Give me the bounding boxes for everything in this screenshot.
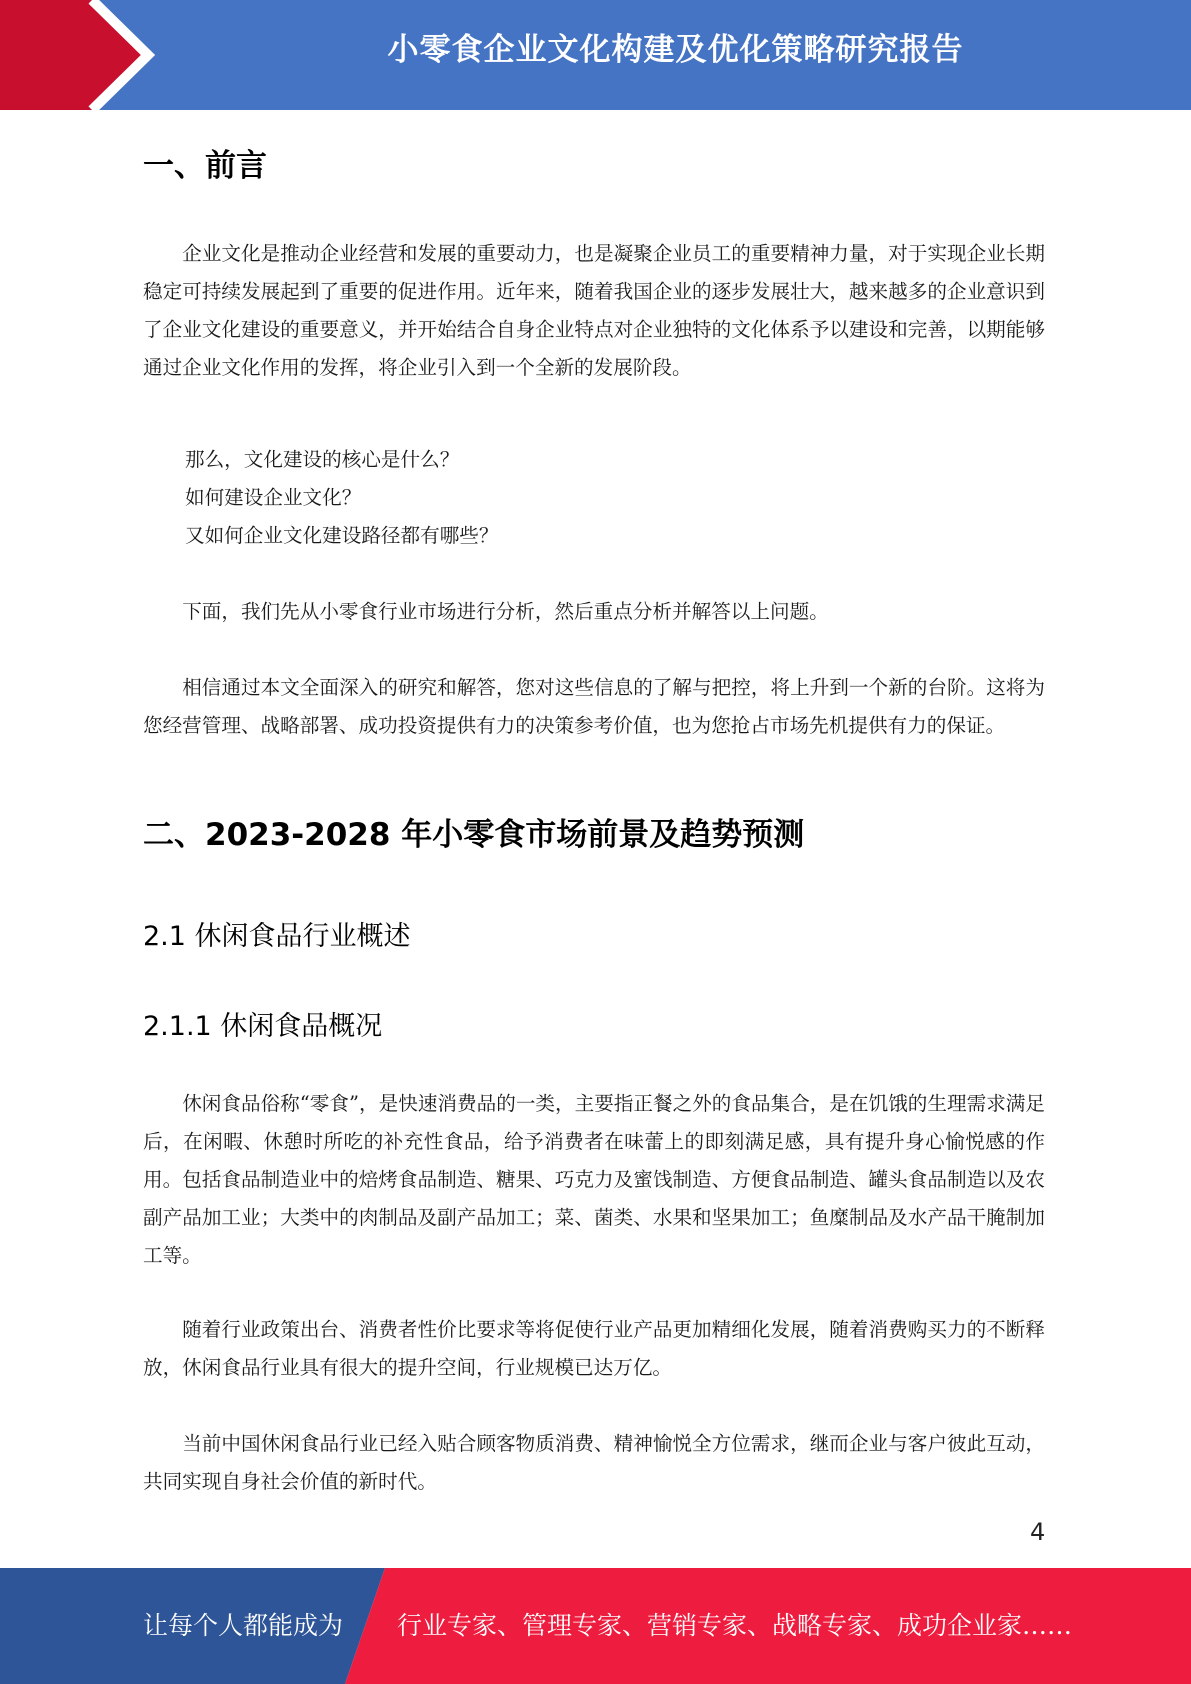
header-red-arrow bbox=[0, 0, 148, 110]
header-arrow-decoration bbox=[0, 0, 160, 110]
question-3: 又如何企业文化建设路径都有哪些？ bbox=[185, 524, 499, 547]
footer-slogan-right: 行业专家、管理专家、营销专家、战略专家、成功企业家…… bbox=[397, 1611, 1073, 1640]
header-band bbox=[0, 0, 1191, 110]
report-title: 小零食企业文化构建及优化策略研究报告 bbox=[387, 32, 964, 68]
snack-overview-paragraph-1: 休闲食品俗称“零食”，是快速消费品的一类，主要指正餐之外的食品集合，是在饥饿的生理需求满足后，在闲暇、休憩时所吃的补充性食品，给予消费者在味蕾上的即刻满足感，具有提升身心愉悦感的作用。包括食品制造业中的焙烤食品制造、糖果、巧克力及蜜饯制造、方便食品制造、罐头食品制造以及农副产品加工业；大类中的肉制品及副产品加工；菜、菌类、水果和坚果加工；鱼糜制品及水产品干腌制加工等。 bbox=[143, 1092, 1045, 1267]
section-heading-preface: 一、前言 bbox=[143, 148, 267, 184]
footer-band bbox=[0, 1568, 1191, 1684]
page-number: 4 bbox=[1030, 1518, 1046, 1546]
snack-overview-paragraph-3: 当前中国休闲食品行业已经入贴合顾客物质消费、精神愉悦全方位需求，继而企业与客户彼此互动，共同实现自身社会价值的新时代。 bbox=[143, 1432, 1045, 1493]
section-heading-market-forecast: 二、2023-2028 年小零食市场前景及趋势预测 bbox=[143, 817, 805, 853]
preface-paragraph-1: 企业文化是推动企业经营和发展的重要动力，也是凝聚企业员工的重要精神力量，对于实现企业长期稳定可持续发展起到了重要的促进作用。近年来，随着我国企业的逐步发展壮大，越来越多的企业意识到了企业文化建设的重要意义，并开始结合自身企业特点对企业独特的文化体系予以建设和完善，以期能够通过企业文化作用的发挥，将企业引入到一个全新的发展阶段。 bbox=[143, 242, 1045, 379]
question-1: 那么，文化建设的核心是什么？ bbox=[185, 448, 460, 471]
snack-overview-paragraph-2: 随着行业政策出台、消费者性价比要求等将促使行业产品更加精细化发展，随着消费购买力的不断释放，休闲食品行业具有很大的提升空间，行业规模已达万亿。 bbox=[143, 1318, 1045, 1379]
preface-paragraph-3: 相信通过本文全面深入的研究和解答，您对这些信息的了解与把控，将上升到一个新的台阶。这将为您经营管理、战略部署、成功投资提供有力的决策参考价值，也为您抢占市场先机提供有力的保证。 bbox=[143, 676, 1045, 737]
footer-slogan-left: 让每个人都能成为 bbox=[143, 1611, 344, 1640]
subsection-heading-2-1-1: 2.1.1 休闲食品概况 bbox=[143, 1011, 383, 1042]
question-2: 如何建设企业文化？ bbox=[185, 486, 362, 509]
subsection-heading-2-1: 2.1 休闲食品行业概述 bbox=[143, 921, 411, 952]
preface-paragraph-2: 下面，我们先从小零食行业市场进行分析，然后重点分析并解答以上问题。 bbox=[182, 600, 829, 623]
